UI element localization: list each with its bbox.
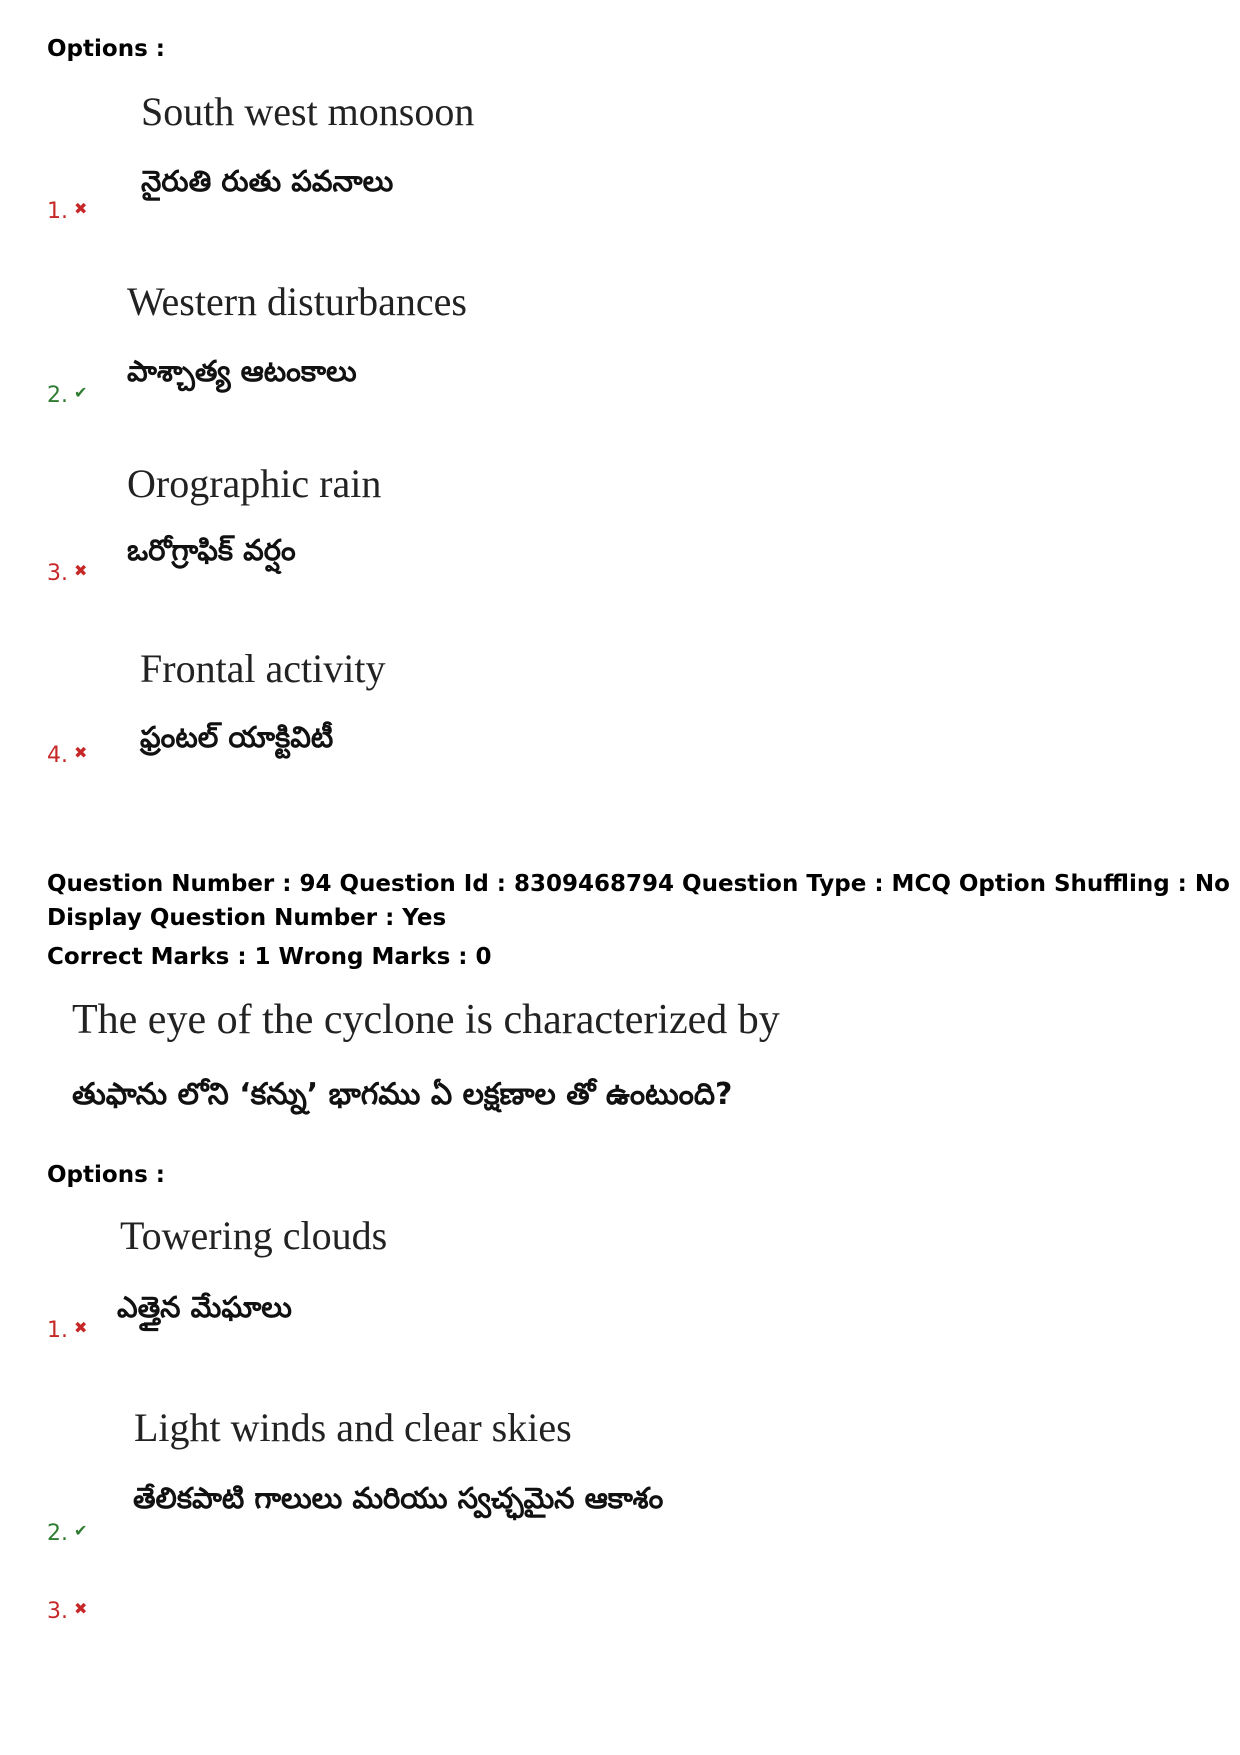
option-telugu: నైరుతి రుతు పవనాలు <box>141 164 394 198</box>
cross-icon: ✖ <box>74 743 88 762</box>
option-english: Light winds and clear skies <box>134 1405 572 1450</box>
option-english: Orographic rain <box>127 461 382 506</box>
question-text-telugu: తుఫాను లోని ‘కన్ను’ భాగము ఏ లక్షణాల తో ఉంటుంది? <box>72 1077 733 1112</box>
option-number <box>47 1521 87 1546</box>
cross-icon: ✖ <box>74 1318 88 1337</box>
option-english: Towering clouds <box>120 1213 388 1258</box>
option-number-text: 1. <box>47 199 68 224</box>
options-label: Options : <box>47 1162 165 1188</box>
option-english: South west monsoon <box>141 89 475 134</box>
option-number-text: 3. <box>47 1599 68 1624</box>
option-telugu: పాశ్చాత్య ఆటంకాలు <box>127 354 357 388</box>
option-number <box>47 561 87 586</box>
cross-icon: ✖ <box>74 561 88 580</box>
question-marks: Correct Marks : 1 Wrong Marks : 0 <box>47 944 492 970</box>
option-number <box>47 199 87 224</box>
option-number-text: 1. <box>47 1318 68 1343</box>
option-number-text: 2. <box>47 383 68 408</box>
option-telugu: తేలికపాటి గాలులు మరియు స్వచ్ఛమైన ఆకాశం <box>133 1481 664 1515</box>
option-telugu: ఎత్తైన మేఘాలు <box>117 1290 292 1324</box>
cross-icon: ✖ <box>74 1599 88 1618</box>
question-meta-line2: Display Question Number : Yes <box>47 905 447 931</box>
check-icon: ✔ <box>74 1521 88 1540</box>
option-telugu: ఒరోగ్రాఫిక్ వర్షం <box>127 533 296 567</box>
question-text-english: The eye of the cyclone is characterized by <box>72 997 780 1043</box>
option-english: Frontal activity <box>140 646 386 691</box>
option-telugu: ఫ్రంటల్ యాక్టివిటీ <box>140 720 334 754</box>
option-number-text: 4. <box>47 743 68 768</box>
options-label: Options : <box>47 36 165 62</box>
option-number <box>47 1599 87 1624</box>
option-number <box>47 383 87 408</box>
question-meta-line1: Question Number : 94 Question Id : 8309468794 Question Type : MCQ Option Shuffling : No <box>47 871 1230 897</box>
option-number-text: 3. <box>47 561 68 586</box>
option-number <box>47 743 87 768</box>
option-number <box>47 1318 87 1343</box>
check-icon: ✔ <box>74 383 88 402</box>
option-number-text: 2. <box>47 1521 68 1546</box>
option-english: Western disturbances <box>127 279 467 324</box>
cross-icon: ✖ <box>74 199 88 218</box>
